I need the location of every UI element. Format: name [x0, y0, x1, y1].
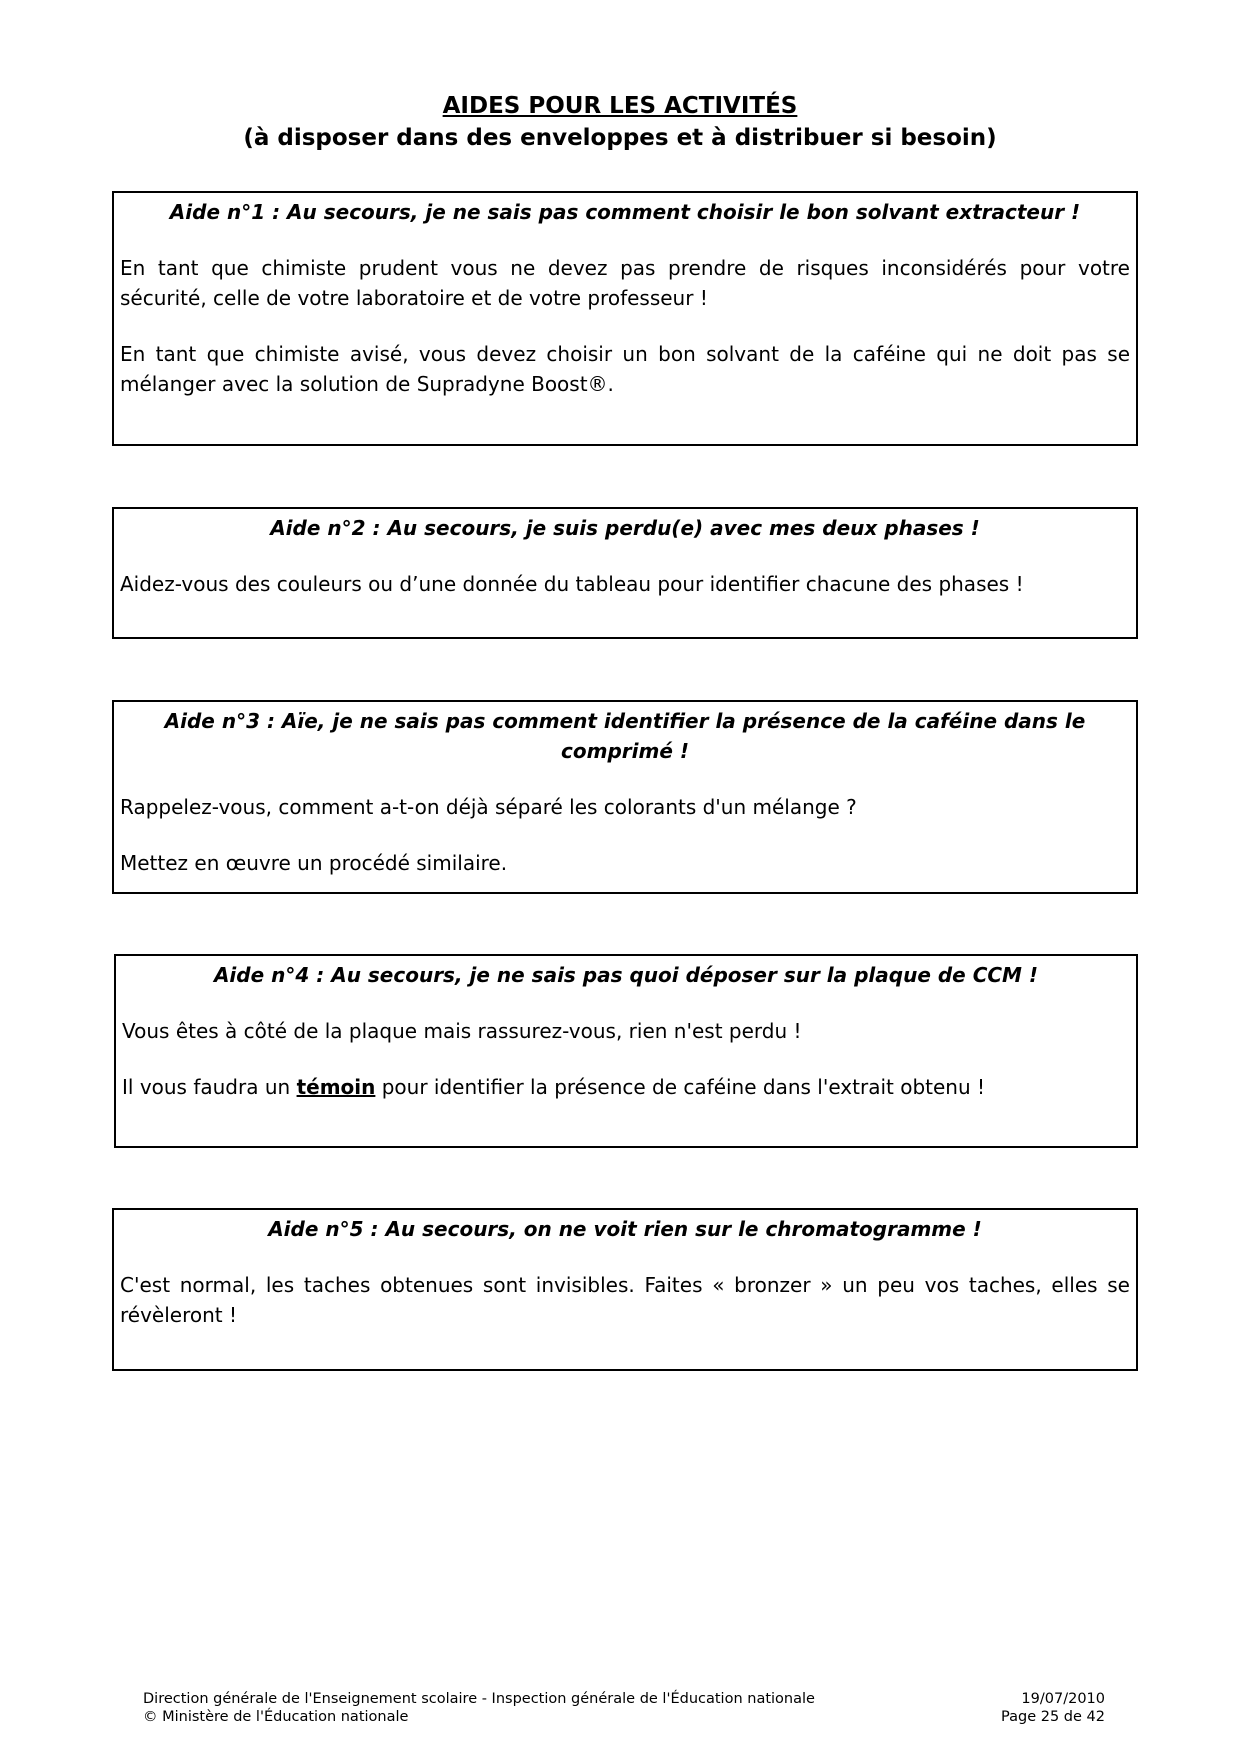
aide-4-text-2 [122, 1072, 1130, 1102]
aide-2-box [112, 507, 1138, 639]
aide-4-box [114, 954, 1138, 1148]
page-title [0, 90, 1240, 154]
aide-4-text-2-end: pour identifier la présence de caféine dans l'extrait obtenu ! [375, 1075, 986, 1099]
aide-2-text-1: Aidez-vous des couleurs ou d’une donnée du tableau pour identifier chacune des phases ! [120, 572, 1024, 596]
title-main: AIDES POUR LES ACTIVITÉS [442, 93, 798, 119]
footer-institution: Direction générale de l'Enseignement scolaire - Inspection générale de l'Éducation nationale [143, 1691, 815, 1707]
aide-1-text-1: En tant que chimiste prudent vous ne devez pas prendre de risques inconsidérés pour votre sécurité, celle de votre laboratoire et de votre professeur ! [120, 256, 1130, 310]
aide-1-heading: Aide n°1 : Au secours, je ne sais pas comment choisir le bon solvant extracteur ! [169, 200, 1081, 224]
aide-3-heading: Aide n°3 : Aïe, je ne sais pas comment identifier la présence de la caféine dans le comprimé ! [164, 709, 1086, 763]
title-subtitle: (à disposer dans des enveloppes et à distribuer si besoin) [243, 125, 997, 151]
aide-4-text-2-start: Il vous faudra un [122, 1075, 297, 1099]
footer-copyright: © Ministère de l'Éducation nationale [143, 1709, 409, 1725]
aide-5-heading: Aide n°5 : Au secours, on ne voit rien sur le chromatogramme ! [268, 1217, 982, 1241]
aide-1-box [112, 191, 1138, 446]
aide-4-text-1: Vous êtes à côté de la plaque mais rassurez-vous, rien n'est perdu ! [122, 1019, 802, 1043]
aide-5-text-1: C'est normal, les taches obtenues sont invisibles. Faites « bronzer » un peu vos taches, elles se révèleront ! [120, 1273, 1130, 1327]
footer-right [1001, 1690, 1105, 1726]
aide-4-temoin-emphasis: témoin [296, 1075, 376, 1099]
aide-3-text-2: Mettez en œuvre un procédé similaire. [120, 851, 508, 875]
aide-3-text-1: Rappelez-vous, comment a-t-on déjà séparé les colorants d'un mélange ? [120, 795, 857, 819]
footer-date: 19/07/2010 [1021, 1691, 1105, 1707]
aide-5-box [112, 1208, 1138, 1371]
aide-2-heading: Aide n°2 : Au secours, je suis perdu(e) avec mes deux phases ! [270, 516, 980, 540]
footer-page-number: Page 25 de 42 [1001, 1709, 1105, 1725]
aide-4-heading: Aide n°4 : Au secours, je ne sais pas quoi déposer sur la plaque de CCM ! [213, 963, 1039, 987]
aide-1-text-2: En tant que chimiste avisé, vous devez choisir un bon solvant de la caféine qui ne doit pas se mélanger avec la solution de Supradyne Boost®. [120, 342, 1130, 396]
aide-3-box [112, 700, 1138, 894]
footer-left [143, 1690, 815, 1726]
